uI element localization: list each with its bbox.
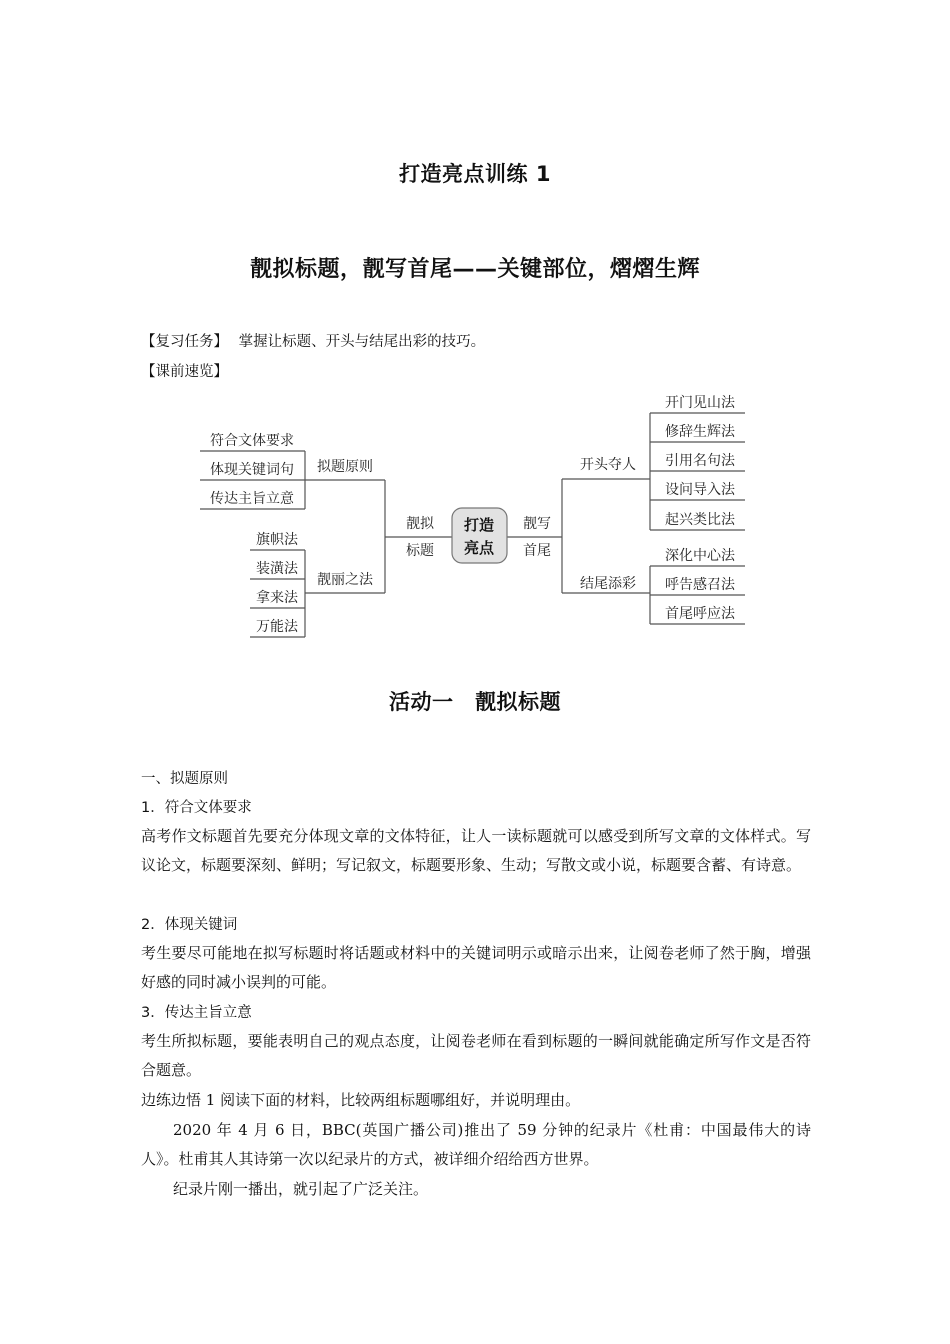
methods-label: 靓丽之法 [317, 572, 373, 588]
opening-item: 引用名句法 [665, 453, 735, 469]
opening-label: 开头夺人 [580, 457, 636, 473]
preview-label: 【课前速览】 [141, 364, 228, 380]
method-item: 拿来法 [256, 590, 298, 606]
ending-item: 首尾呼应法 [665, 606, 735, 622]
practice-line [141, 1089, 580, 1110]
ending-item: 呼告感召法 [665, 577, 735, 593]
method-item: 装潢法 [256, 561, 298, 577]
mind-map [0, 385, 950, 645]
review-task-label: 【复习任务】 [141, 334, 228, 350]
opening-item: 修辞生辉法 [665, 424, 735, 440]
item-heading: 3．传达主旨立意 [141, 1005, 252, 1021]
review-task [141, 330, 485, 351]
item-paragraph: 考生要尽可能地在拟写标题时将话题或材料中的关键词明示或暗示出来，让阅卷老师了然于胸，增强好感的同时减小误判的可能。 [141, 944, 811, 991]
method-item: 万能法 [256, 619, 298, 635]
principle-item: 体现关键词句 [210, 462, 294, 478]
item-heading: 1．符合文体要求 [141, 800, 252, 816]
material-paragraph: 纪录片刚一播出，就引起了广泛关注。 [173, 1180, 429, 1198]
method-item: 旗帜法 [256, 532, 298, 548]
item-heading: 2．体现关键词 [141, 917, 238, 933]
left-branch-line1: 靓拟 [406, 516, 434, 532]
center-node-line2: 亮点 [463, 539, 495, 557]
practice-text: 1 阅读下面的材料，比较两组标题哪组好，并说明理由。 [201, 1091, 581, 1109]
center-node-line1: 打造 [463, 516, 495, 534]
right-branch-line2: 首尾 [523, 543, 551, 559]
opening-item: 开门见山法 [665, 395, 735, 411]
page-title: 打造亮点训练 1 [399, 162, 551, 186]
opening-item: 设问导入法 [665, 482, 735, 498]
ending-item: 深化中心法 [665, 548, 735, 564]
ending-label: 结尾添彩 [580, 576, 636, 592]
practice-label: 边练边悟 [141, 1091, 202, 1109]
opening-item: 起兴类比法 [665, 512, 735, 528]
right-branch-line1: 靓写 [523, 516, 551, 532]
item-paragraph: 考生所拟标题，要能表明自己的观点态度，让阅卷老师在看到标题的一瞬间就能确定所写作文是否符合题意。 [141, 1032, 811, 1079]
activity-title: 活动一 靓拟标题 [389, 690, 561, 714]
review-task-text: 掌握让标题、开头与结尾出彩的技巧。 [238, 334, 486, 350]
principle-item: 传达主旨立意 [210, 491, 294, 507]
principles-label: 拟题原则 [317, 459, 373, 475]
material-paragraph: 2020 年 4 月 6 日，BBC(英国广播公司)推出了 59 分钟的纪录片《杜甫：中国最伟大的诗人》。杜甫其人其诗第一次以纪录片的方式，被详细介绍给西方世界。 [141, 1121, 811, 1168]
principle-item: 符合文体要求 [210, 433, 294, 449]
item-paragraph: 高考作文标题首先要充分体现文章的文体特征，让人一读标题就可以感受到所写文章的文体样式。写议论文，标题要深刻、鲜明；写记叙文，标题要形象、生动；写散文或小说，标题要含蓄、有诗意。 [141, 827, 811, 874]
page-subtitle: 靓拟标题，靓写首尾——关键部位，熠熠生辉 [249, 257, 700, 282]
left-branch-line2: 标题 [406, 543, 434, 559]
section-heading: 一、拟题原则 [141, 771, 228, 787]
